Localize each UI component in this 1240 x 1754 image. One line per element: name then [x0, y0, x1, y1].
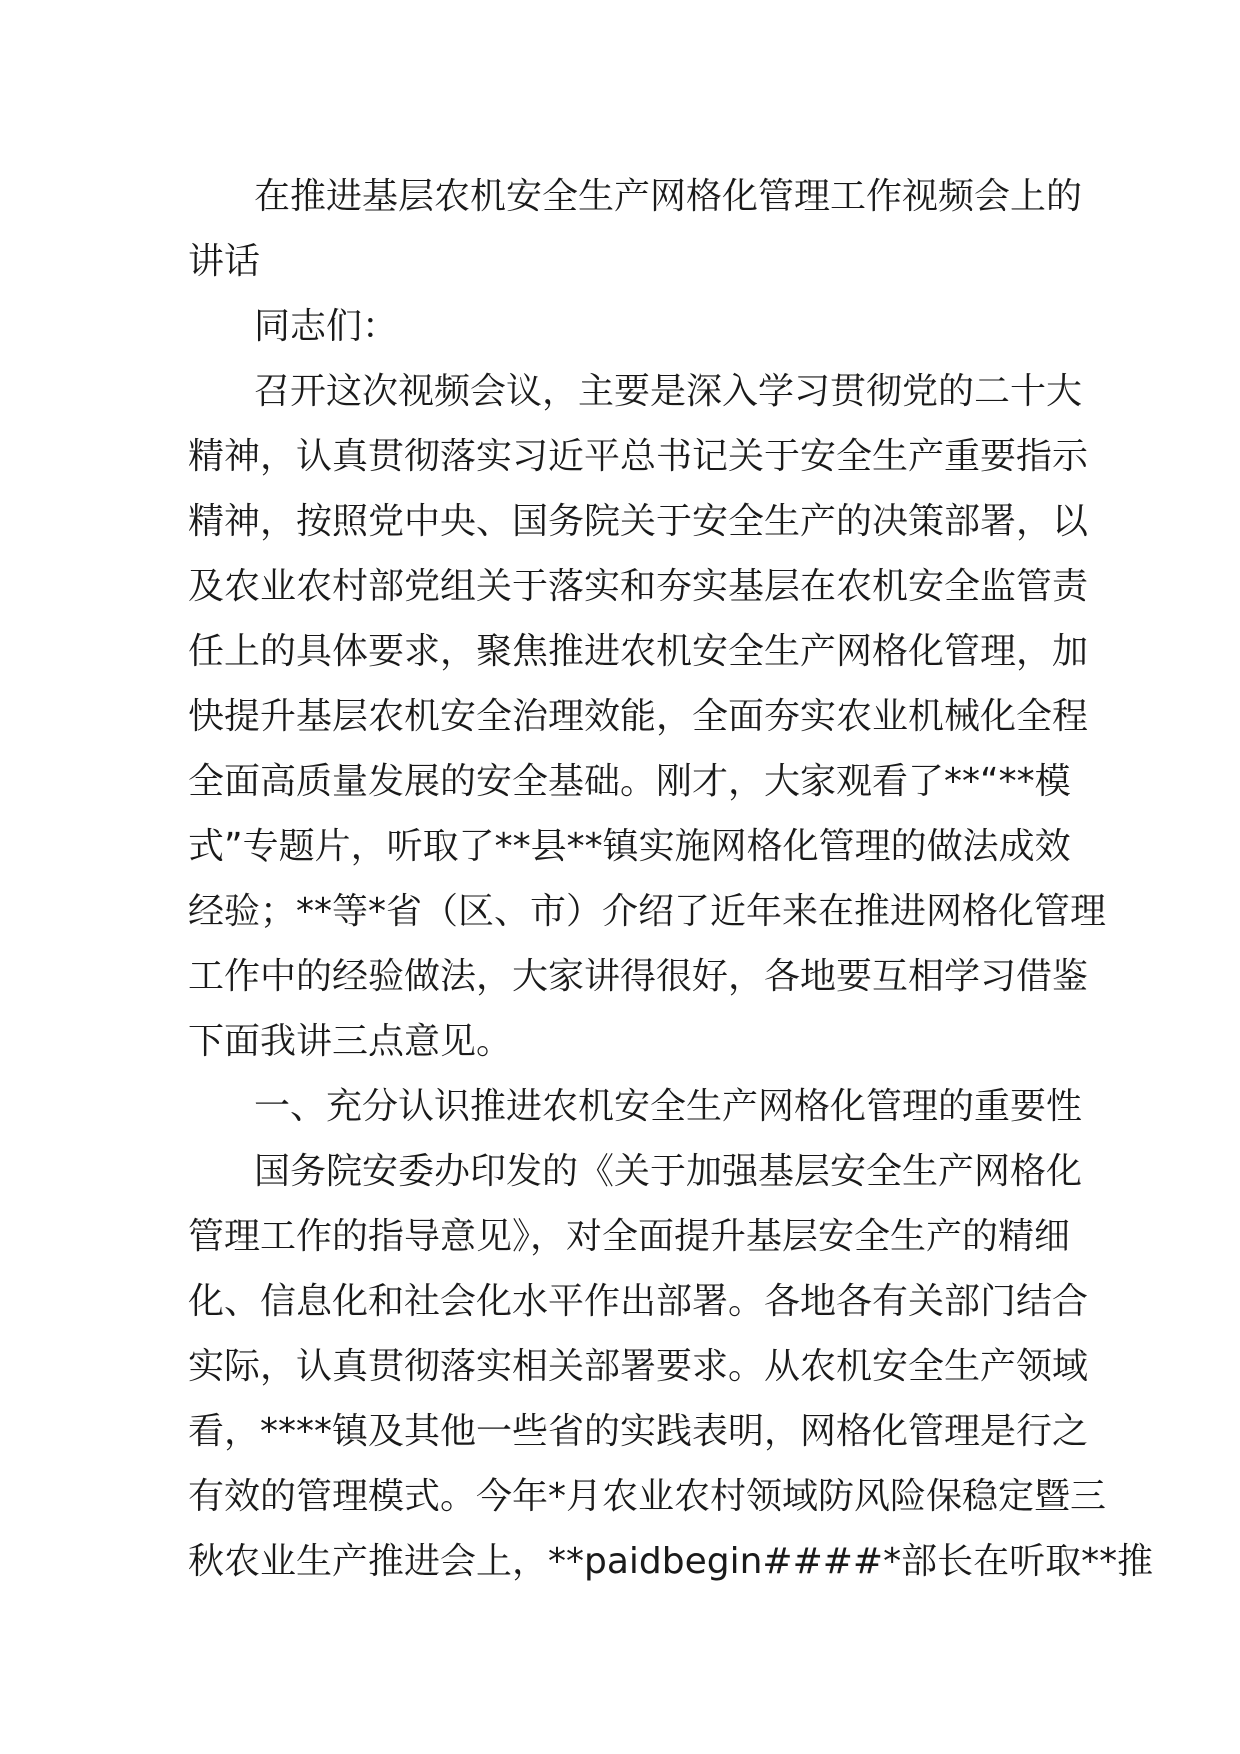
paragraph-1-line: 全面高质量发展的安全基础。刚才，大家观看了**“**模 [188, 761, 1071, 802]
document-body [188, 164, 1154, 1594]
document-title-line-2: 讲话 [188, 241, 261, 282]
paragraph-2-line: 化、信息化和社会化水平作出部署。各地各有关部门结合 [188, 1281, 1089, 1322]
paragraph-1-line: 及农业农村部党组关于落实和夯实基层在农机安全监管责 [188, 566, 1089, 607]
paragraph-1-line: 快提升基层农机安全治理效能，全面夯实农业机械化全程 [188, 696, 1089, 737]
paragraph-1-line: 任上的具体要求，聚焦推进农机安全生产网格化管理，加 [188, 631, 1089, 672]
section-heading-1: 一、充分认识推进农机安全生产网格化管理的重要性 [254, 1086, 1083, 1127]
paragraph-1-line: 经验；**等*省（区、市）介绍了近年来在推进网格化管理 [188, 891, 1107, 932]
paragraph-1-line: 下面我讲三点意见。 [188, 1021, 513, 1062]
paragraph-1-line: 精神，认真贯彻落实习近平总书记关于安全生产重要指示 [188, 436, 1089, 477]
paragraph-1-line: 召开这次视频会议，主要是深入学习贯彻党的二十大 [254, 371, 1083, 412]
paragraph-1-line: 工作中的经验做法，大家讲得很好，各地要互相学习借鉴 [188, 956, 1089, 997]
paragraph-2-line: 有效的管理模式。今年*月农业农村领域防风险保稳定暨三 [188, 1476, 1107, 1517]
paragraph-1-line: 精神，按照党中央、国务院关于安全生产的决策部署，以 [188, 501, 1089, 542]
paragraph-2-line: 秋农业生产推进会上，**paidbegin####*部长在听取**推 [188, 1541, 1154, 1582]
salutation: 同志们： [254, 306, 399, 347]
document-title-line-1: 在推进基层农机安全生产网格化管理工作视频会上的 [254, 176, 1083, 217]
paragraph-2-line: 实际，认真贯彻落实相关部署要求。从农机安全生产领域 [188, 1346, 1089, 1387]
paragraph-2-line: 看，****镇及其他一些省的实践表明，网格化管理是行之 [188, 1411, 1089, 1452]
paragraph-2-line: 国务院安委办印发的《关于加强基层安全生产网格化 [254, 1151, 1083, 1192]
paragraph-1-line: 式”专题片，听取了**县**镇实施网格化管理的做法成效 [188, 826, 1071, 867]
paragraph-2-line: 管理工作的指导意见》，对全面提升基层安全生产的精细 [188, 1216, 1071, 1257]
